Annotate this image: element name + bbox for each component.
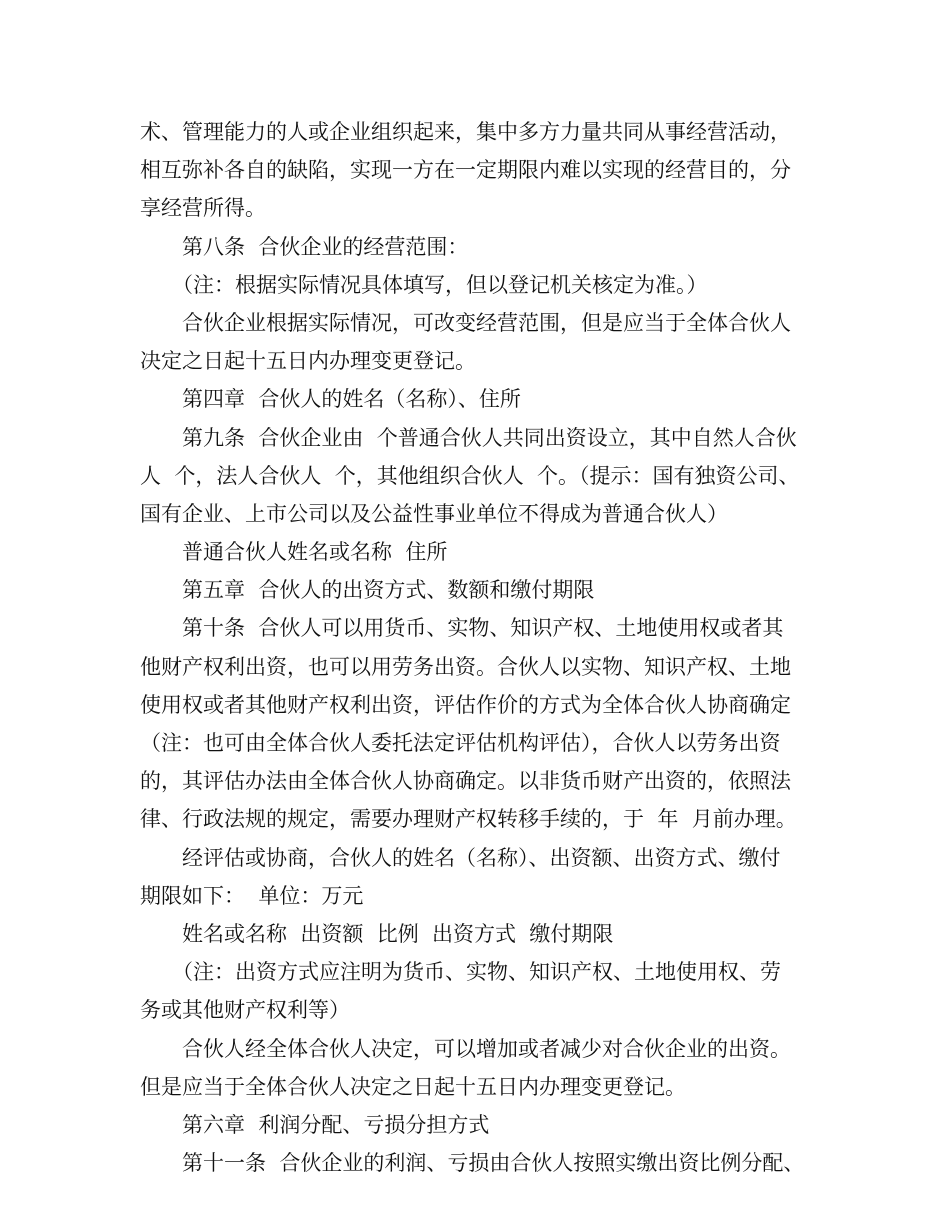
paragraph-line: 经评估或协商，合伙人的姓名（名称）、出资额、出资方式、缴付 bbox=[182, 845, 781, 870]
table-header-line: 普通合伙人姓名或名称 住所 bbox=[182, 540, 448, 565]
chapter-4-heading: 第四章 合伙人的姓名（名称）、住所 bbox=[182, 387, 521, 412]
paragraph-line: 享经营所得。 bbox=[140, 196, 266, 221]
paragraph-line: 合伙人经全体合伙人决定，可以增加或者减少对合伙企业的出资。 bbox=[182, 1036, 791, 1061]
paragraph-line: 人 个，法人合伙人 个，其他组织合伙人 个。（提示：国有独资公司、 bbox=[140, 463, 800, 488]
paragraph-line: 相互弥补各自的缺陷，实现一方在一定期限内难以实现的经营目的，分 bbox=[140, 158, 791, 183]
article-11-heading: 第十一条 合伙企业的利润、亏损由合伙人按照实缴出资比例分配、 bbox=[182, 1151, 805, 1176]
paragraph-line: 律、行政法规的规定，需要办理财产权转移手续的，于 年 月前办理。 bbox=[140, 807, 797, 832]
paragraph-line: 但是应当于全体合伙人决定之日起十五日内办理变更登记。 bbox=[140, 1074, 686, 1099]
paragraph-line: 期限如下： 单位：万元 bbox=[140, 883, 364, 908]
paragraph-line: 务或其他财产权利等） bbox=[140, 998, 350, 1023]
paragraph-line: 决定之日起十五日内办理变更登记。 bbox=[140, 349, 476, 374]
article-10-heading: 第十条 合伙人可以用货币、实物、知识产权、土地使用权或者其 bbox=[182, 616, 784, 641]
paragraph-line: 的，其评估办法由全体合伙人协商确定。以非货币财产出资的，依照法 bbox=[140, 769, 791, 794]
note-line: （注：根据实际情况具体填写，但以登记机关核定为准。） bbox=[172, 272, 708, 297]
chapter-5-heading: 第五章 合伙人的出资方式、数额和缴付期限 bbox=[182, 578, 595, 603]
note-line: （注：出资方式应注明为货币、实物、知识产权、土地使用权、劳 bbox=[172, 960, 781, 985]
paragraph-line: 术、管理能力的人或企业组织起来，集中多方力量共同从事经营活动， bbox=[140, 120, 791, 144]
table-header-line: 姓名或名称 出资额 比例 出资方式 缴付期限 bbox=[182, 921, 614, 946]
article-9-heading: 第九条 合伙企业由 个普通合伙人共同出资设立，其中自然人合伙 bbox=[182, 425, 797, 450]
chapter-6-heading: 第六章 利润分配、亏损分担方式 bbox=[182, 1112, 490, 1137]
document-body bbox=[140, 113, 830, 1182]
article-8-heading: 第八条 合伙企业的经营范围： bbox=[182, 234, 469, 259]
paragraph-line: 合伙企业根据实际情况，可改变经营范围，但是应当于全体合伙人 bbox=[182, 310, 791, 335]
paragraph-line: 国有企业、上市公司以及公益性事业单位不得成为普通合伙人） bbox=[140, 501, 728, 526]
paragraph-line: 他财产权利出资，也可以用劳务出资。合伙人以实物、知识产权、土地 bbox=[140, 654, 791, 679]
paragraph-line: 使用权或者其他财产权利出资，评估作价的方式为全体合伙人协商确定 bbox=[140, 692, 791, 717]
paragraph-line: （注：也可由全体合伙人委托法定评估机构评估），合伙人以劳务出资 bbox=[140, 731, 781, 755]
